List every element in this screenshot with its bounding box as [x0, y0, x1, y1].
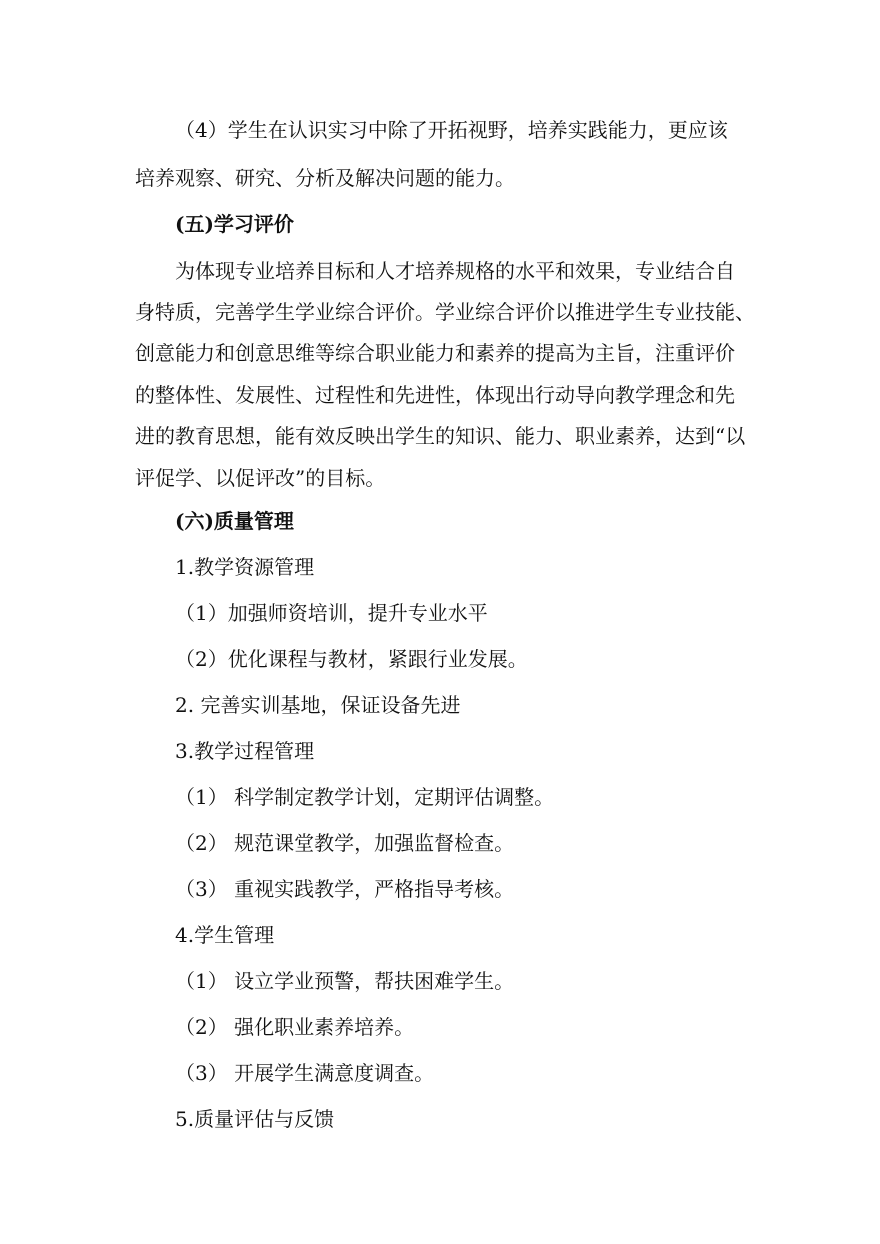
evaluation-line-3: 创意能力和创意思维等综合职业能力和素养的提高为主旨，注重评价 — [135, 341, 735, 365]
intro-line-2: 培养观察、研究、分析及解决问题的能力。 — [135, 166, 515, 190]
list-item: 4.学生管理 — [175, 923, 275, 947]
list-item: （1） 设立学业预警，帮扶困难学生。 — [175, 969, 515, 993]
list-item: （3） 开展学生满意度调查。 — [175, 1061, 435, 1085]
list-item: 5.质量评估与反馈 — [175, 1107, 335, 1131]
list-item: （2） 强化职业素养培养。 — [175, 1015, 415, 1039]
list-item: （1） 科学制定教学计划，定期评估调整。 — [175, 785, 555, 809]
list-item: （1）加强师资培训，提升专业水平 — [175, 601, 488, 625]
evaluation-line-1: 为体现专业培养目标和人才培养规格的水平和效果，专业结合自 — [175, 259, 735, 283]
evaluation-line-5: 进的教育思想，能有效反映出学生的知识、能力、职业素养，达到“以 — [135, 424, 746, 448]
list-item: （2） 规范课堂教学，加强监督检查。 — [175, 831, 515, 855]
section-heading-quality-management: (六)质量管理 — [175, 509, 294, 533]
list-item: 3.教学过程管理 — [175, 739, 315, 763]
list-item: （2）优化课程与教材，紧跟行业发展。 — [175, 647, 528, 671]
list-item: 2. 完善实训基地，保证设备先进 — [175, 693, 461, 717]
intro-line-1: （4）学生在认识实习中除了开拓视野，培养实践能力，更应该 — [175, 118, 728, 142]
evaluation-line-2: 身特质，完善学生学业综合评价。学业综合评价以推进学生专业技能、 — [135, 300, 755, 324]
evaluation-line-6: 评促学、以促评改”的目标。 — [135, 466, 386, 490]
section-heading-learning-evaluation: (五)学习评价 — [175, 212, 294, 236]
list-item: （3） 重视实践教学，严格指导考核。 — [175, 877, 515, 901]
list-item: 1.教学资源管理 — [175, 555, 315, 579]
evaluation-line-4: 的整体性、发展性、过程性和先进性，体现出行动导向教学理念和先 — [135, 383, 735, 407]
